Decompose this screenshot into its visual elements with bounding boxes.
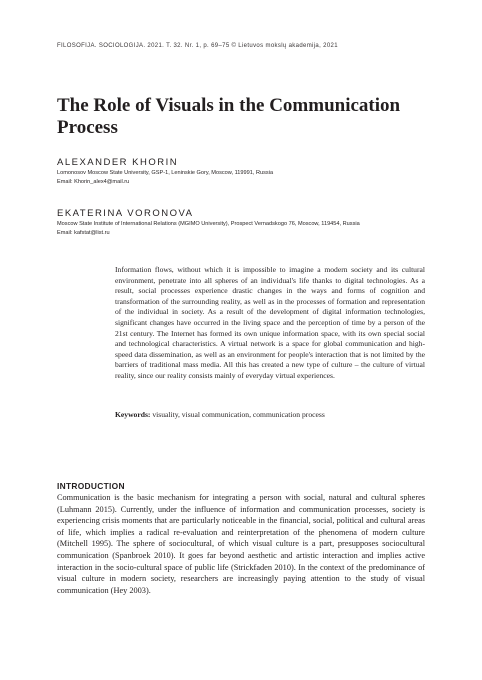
author-block-1 — [57, 157, 273, 187]
author-name: EKATERINA VORONOVA — [57, 208, 194, 219]
author-email: Email: Khorin_alex4@mail.ru — [57, 179, 130, 185]
author-name: ALEXANDER KHORIN — [57, 157, 179, 168]
author-affiliation: Lomonosov Moscow State University, GSP-1, Leninskie Gory, Moscow, 119991, Russia — [57, 170, 274, 176]
author-block-2 — [57, 208, 360, 238]
abstract-text: Information flows, without which it is impossible to imagine a modern society and its cultural environment, penetrate into all spheres of an individual's life thanks to digital technologies. As a result, social processes experience drastic changes in the ways and forms of cognition and transformation of the surrounding reality, as well as in the processes of formation and representation of the individual in society. As a result of the development of digital information technologies, significant changes have occurred in the living space and the perception of time by a person of the 21st century. The Internet has formed its own unique information space, with its own special social and technological characteristics. A virtual network is a space for global communication and high-speed data dissemination, as well as an environment for people's interaction that is not limited by the barriers of traditional mass media. All this has created a new type of culture – the culture of virtual reality, since our reality consists mainly of everyday virtual experiences. — [115, 265, 425, 380]
abstract — [115, 265, 425, 382]
introduction-paragraph: Communication is the basic mechanism for integrating a person with social, natural and cultural spheres (Luhmann 2015). Currently, under the influence of information and communication processes, society is experiencing crisis moments that are particularly noticeable in the financial, social, political and cultural areas of life, which implies a radical re-evaluation and reinterpretation of the phenomena of modern culture (Mitchell 1995). The sphere of sociocultural, of which visual culture is a part, presupposes sociocultural communication (Spanbroek 2010). It goes far beyond aesthetic and artistic interaction and implies active interaction in the socio-cultural space of public life (Strickfaden 2010). In the context of the predominance of visual culture in modern society, researchers are increasingly paying attention to the study of visual communication (Hey 2003). — [57, 493, 425, 595]
journal-header: FILOSOFIJA. SOCIOLOGIJA. 2021. T. 32. Nr. 1, p. 69–75 © Lietuvos mokslų akademija, 2021 — [57, 43, 338, 49]
author-email: Email: kafstat@list.ru — [57, 230, 110, 236]
keywords — [115, 410, 425, 420]
keywords-label: Keywords: — [115, 410, 151, 419]
section-heading-introduction: INTRODUCTION — [57, 481, 125, 491]
paper-title: The Role of Visuals in the Communication Process — [57, 95, 401, 138]
author-affiliation: Moscow State Institute of International Relations (MGIMO University), Prospect Vernadskogo 76, Moscow, 119454, Russia — [57, 221, 360, 227]
keywords-list: visuality, visual communication, communication process — [150, 410, 325, 419]
